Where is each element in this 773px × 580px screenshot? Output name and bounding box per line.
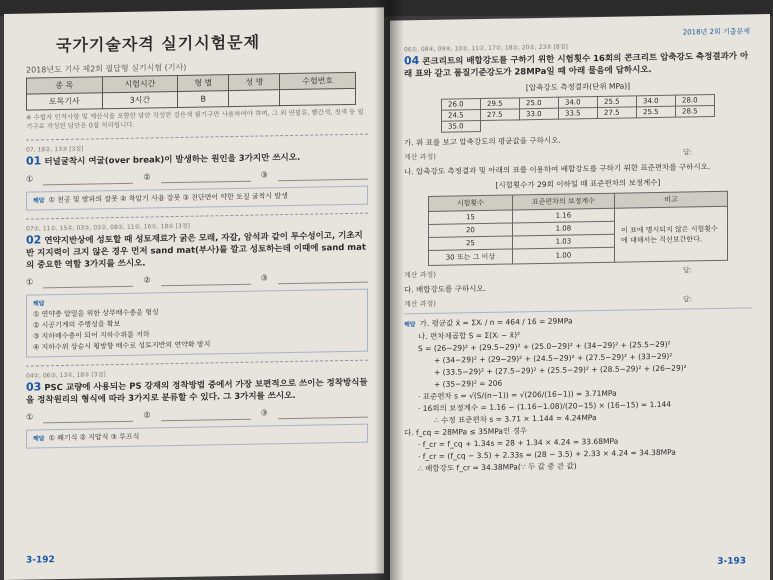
answer-label: 해답 [33, 197, 45, 205]
solution-line: ∴ 배합강도 f_cr = 34.38MPa(∵ 두 값 중 큰 값) [418, 461, 577, 474]
corr-cell: 1.16 [512, 208, 614, 223]
correction-factor-table [428, 191, 728, 266]
blank-label: ② [143, 410, 151, 420]
corr-cell: 1.08 [512, 221, 614, 236]
answer-label: 답: [682, 266, 692, 275]
blank-line[interactable] [278, 272, 368, 285]
question-text: 터널굴착시 여굴(over break)이 발생하는 원인을 3가지만 쓰시오. [44, 152, 301, 168]
answer-box [26, 424, 368, 449]
table-caption: [시험횟수가 29회 이하일 때 표준편차의 보정계수] [495, 177, 661, 190]
answer-line: ① 연약층 압밀을 위한 상부배수층을 형성 [33, 308, 159, 319]
work-line [404, 293, 752, 309]
strength-data-table [441, 94, 715, 133]
data-cell: 28.0 [676, 94, 715, 106]
data-cell: 34.0 [559, 97, 598, 109]
answer-label: 해답 [33, 435, 45, 443]
solution-block [404, 307, 752, 475]
question-number: 02 [26, 233, 42, 247]
data-cell: 28.5 [676, 105, 715, 117]
data-cell: 27.5 [481, 109, 520, 121]
exam-meta: 2018년도 기사 제2회 필답형 실기시험 (기사) [26, 62, 187, 75]
corr-header-cell: 비고 [615, 191, 728, 208]
sub-question-c: 다. 배합강도를 구하시오. [404, 283, 486, 295]
question-04 [404, 49, 752, 80]
info-cell: B [178, 91, 229, 108]
book-gutter [374, 0, 404, 580]
blank-line[interactable] [161, 274, 251, 287]
calc-label: 계산 과정) [404, 299, 437, 309]
solution-line: ∴ 수정 표준편차 s = 3.71 × 1.144 = 4.24MPa [434, 413, 597, 425]
answer-text: ① 쐐기식 ② 지압식 ③ 루프식 [48, 432, 140, 443]
calc-label: 계산 과정) [404, 270, 437, 280]
page-number: 3-193 [717, 556, 746, 567]
data-cell: 25.5 [598, 96, 637, 108]
corr-cell: 25 [429, 236, 513, 250]
blank-label: ① [26, 174, 34, 184]
answer-label: 해답 [33, 300, 45, 308]
solution-line: 다. f_cq = 28MPa ≤ 35MPa인 경우 [404, 426, 528, 438]
data-cell [559, 119, 598, 131]
corr-cell: 30 또는 그 이상 [429, 249, 513, 265]
solution-line: · f_cr = f_cq + 1.34s = 28 + 1.34 × 4.24 = 33.68MPa [418, 436, 619, 450]
solution-line: 나. 편차제곱합 S = Σ(Xᵢ − x̄)² [418, 330, 521, 342]
data-cell: 27.5 [598, 107, 637, 119]
data-cell: 25.5 [637, 106, 676, 118]
blank-line[interactable] [43, 276, 133, 289]
calc-label: 계산 과정) [404, 152, 437, 162]
sub-question-b: 나. 압축강도 측정결과 및 아래의 표를 이용하여 배합강도를 구하기 위한 표준편차를 구하시오. [404, 162, 711, 177]
blank-line[interactable] [161, 171, 251, 184]
answer-line: ④ 지하수위 상승시 횡방향 배수로 성토지반의 연약화 방지 [33, 340, 211, 352]
info-cell: 3시간 [102, 91, 178, 108]
answer-blanks [26, 272, 368, 289]
data-cell [598, 118, 637, 130]
sub-question-a: 가. 위 표를 보고 압축강도의 평균값을 구하시오. [404, 135, 561, 148]
question-tag: 07, 18②, 13③ [3점] [26, 145, 84, 154]
answer-blanks [26, 407, 368, 424]
corr-cell: 15 [429, 210, 513, 224]
solution-line: + (33.5−29)² + (27.5−29)² + (25.5−29)² + (28.5−29)² + (26−29)² [434, 363, 687, 377]
solution-line: + (34−29)² + (29−29)² + (24.5−29)² + (27.5−29)² + (33−29)² [434, 351, 673, 365]
info-header-cell: 종 목 [27, 77, 103, 94]
question-tag: 06②, 08④, 09④, 10②, 11②, 17②, 18②, 20②, 23② [8점] [404, 43, 568, 54]
blank-label: ③ [260, 408, 268, 418]
info-cell [229, 90, 280, 107]
page-number: 3-192 [26, 555, 55, 566]
question-number: 04 [404, 54, 420, 68]
table-caption: [압축강도 측정결과(단위 MPa)] [525, 81, 631, 93]
right-page [390, 14, 770, 580]
page-title: 국가기술자격 실기시험문제 [56, 32, 261, 56]
data-cell: 33.5 [559, 108, 598, 120]
info-header-cell: 형 별 [178, 75, 229, 92]
data-cell [676, 116, 715, 128]
question-text: 콘크리트의 배합강도를 구하기 위한 시험횟수 16회의 콘크리트 압축강도 측정결과가 아래 표와 같고 품질기준강도가 28MPa일 때 아래 물음에 답하시오. [404, 51, 749, 80]
answer-text: ① 천공 및 발파의 잘못 ② 착암기 사용 잘못 ③ 전단면이 약한 토질 굴착시 발생 [48, 192, 288, 205]
data-cell: 24.5 [442, 110, 481, 122]
blank-label: ③ [260, 170, 268, 180]
answer-label: 답: [682, 295, 692, 304]
corr-cell: 1.00 [512, 247, 614, 264]
solution-line: · f_cr = (f_cq − 3.5) + 2.33s = (28 − 3.5) + 2.33 × 4.24 = 34.38MPa [418, 447, 676, 462]
left-page [4, 7, 384, 580]
question-02 [26, 229, 368, 272]
corr-cell: 20 [429, 223, 513, 237]
data-cell: 29.5 [481, 98, 520, 110]
answer-box [26, 186, 368, 211]
solution-line: S = (26−29)² + (29.5−29)² + (25.0−29)² + (34−29)² + (25.5−29)² [418, 339, 671, 354]
blank-line[interactable] [161, 409, 251, 422]
answer-line: ② 시공기계의 주행성을 확보 [33, 319, 121, 330]
data-cell [520, 119, 559, 131]
info-header-cell: 수험번호 [280, 72, 356, 89]
running-header: 2018년 2회 기출문제 [682, 27, 750, 37]
data-cell: 34.0 [637, 95, 676, 107]
data-cell: 35.0 [442, 121, 481, 133]
exam-note: ※ 수험자 인적사항 및 계산식을 포함한 답안 작성란 검은색 필기구만 사용하여야 하며, 그 외 연필류, 빨간색, 청색 등 필기구로 작성된 답안은 0점 처리됩니다. [26, 107, 364, 131]
info-cell: 토목기사 [27, 93, 103, 110]
solution-text: 가. 평균값 x̄ = ΣXᵢ / n = 464 / 16 = 29MPa [419, 316, 573, 329]
answer-blanks [26, 169, 368, 186]
solution-line: + (35−29)² = 206 [434, 378, 503, 389]
info-header-cell: 시험시간 [102, 75, 178, 92]
question-tag: 07②, 11②, 15②, 03②, 03②, 08②, 11②, 16①, 18② [3점] [26, 222, 190, 233]
blank-line[interactable] [278, 169, 368, 182]
blank-label: ② [143, 275, 151, 285]
blank-line[interactable] [43, 411, 133, 424]
answer-label: 답: [682, 148, 692, 157]
work-line [404, 146, 752, 162]
blank-label: ① [26, 277, 34, 287]
data-cell [481, 120, 520, 132]
question-text: PSC 교량에 사용되는 PS 강재의 정착방법 중에서 가장 보편적으로 쓰이는 정착방식들을 정착원리의 형식에 따라 3가지로 분류할 수 있다. 그 3가지를 쓰시오. [26, 377, 368, 406]
question-03 [26, 376, 368, 407]
blank-label: ③ [260, 273, 268, 283]
solution-line: · 표준편차 s = √(S/(n−1)) = √(206/(16−1)) = 3.71MPa [418, 388, 617, 402]
exam-info-table [26, 72, 356, 111]
data-cell [637, 117, 676, 129]
work-line [404, 264, 752, 280]
question-tag: 04②, 06③, 13②, 18② [3점] [26, 371, 106, 380]
corr-note: 이 표에 명시되지 않은 시험횟수에 대해서는 직선보간한다. [615, 206, 728, 262]
question-number: 01 [26, 154, 42, 168]
info-cell [280, 88, 356, 105]
question-text: 연약지반상에 성토할 때 성토재료가 굵은 모래, 자갈, 암석과 같이 투수성이고, 기초지반 지지력이 크지 않은 경우 먼저 sand mat(부사)를 깔고 성토하는데 이때에 sand mat의 중요한 역할 3가지를 쓰시오. [26, 230, 366, 271]
solution-label: 해답 [404, 321, 416, 329]
blank-line[interactable] [278, 407, 368, 420]
blank-line[interactable] [43, 173, 133, 186]
data-cell: 26.0 [442, 99, 481, 111]
blank-label: ① [26, 412, 34, 422]
data-cell: 25.0 [520, 97, 559, 109]
question-number: 03 [26, 380, 42, 394]
answer-line: ③ 지하배수층이 되어 지하수위를 저하 [33, 330, 150, 341]
answer-box [26, 289, 368, 358]
corr-header-cell: 표준편차의 보정계수 [512, 193, 614, 210]
info-header-cell: 성 명 [229, 74, 280, 91]
data-cell: 33.0 [520, 108, 559, 120]
solution-line: · 16회의 보정계수 = 1.16 − (1.16−1.08)/(20−15) × (16−15) = 1.144 [418, 399, 672, 414]
corr-header-cell: 시험횟수 [429, 195, 513, 211]
corr-cell: 1.03 [512, 234, 614, 249]
blank-label: ② [143, 172, 151, 182]
